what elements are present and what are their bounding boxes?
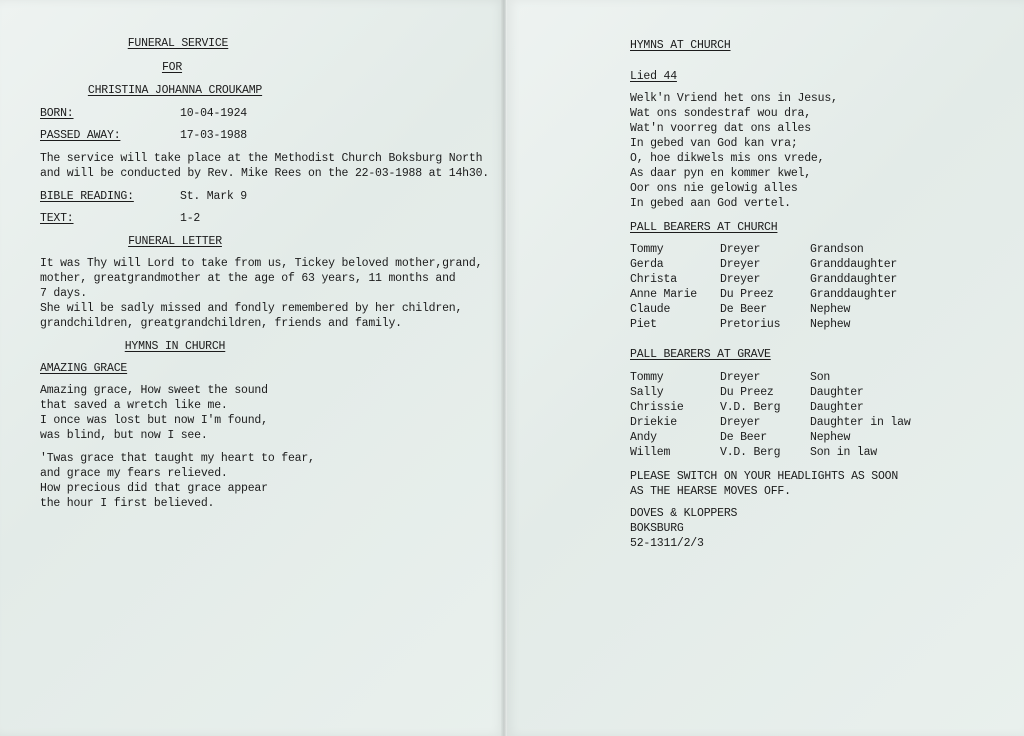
bearer-first-name: Tommy <box>630 371 664 384</box>
bearer-first-name: Sally <box>630 386 664 399</box>
bearer-first-name: Driekie <box>630 416 677 429</box>
bearer-surname: Dreyer <box>720 258 761 271</box>
bearer-surname: V.D. Berg <box>720 401 781 414</box>
bearer-surname: Pretorius <box>720 318 781 331</box>
bearer-relation: Son <box>810 371 831 384</box>
grave-bearers-heading: PALL BEARERS AT GRAVE <box>630 348 771 361</box>
bearer-first-name: Claude <box>630 303 671 316</box>
bearer-first-name: Willem <box>630 446 671 459</box>
hymn-line: Oor ons nie gelowig alles <box>630 182 798 195</box>
hymn-title: Lied 44 <box>630 70 677 83</box>
bearer-relation: Son in law <box>810 446 878 459</box>
deceased-name: CHRISTINA JOHANNA CROUKAMP <box>87 84 263 97</box>
bearer-first-name: Gerda <box>630 258 664 271</box>
bearer-first-name: Tommy <box>630 243 664 256</box>
service-title-for: FOR <box>161 61 183 74</box>
church-bearers-heading: PALL BEARERS AT CHURCH <box>630 221 778 234</box>
service-line: The service will take place at the Methodist Church Boksburg North <box>40 152 483 165</box>
hymn-line: I once was lost but now I'm found, <box>40 414 268 427</box>
bible-reading-label: BIBLE READING: <box>40 190 134 203</box>
service-line: and will be conducted by Rev. Mike Rees on the 22-03-1988 at 14h30. <box>40 167 489 180</box>
bearer-relation: Nephew <box>810 318 851 331</box>
hymns-in-church-heading: HYMNS IN CHURCH <box>124 340 226 353</box>
page-fold <box>501 0 507 736</box>
letter-line: It was Thy will Lord to take from us, Tickey beloved mother,grand, <box>40 257 483 270</box>
passed-away-value: 17-03-1988 <box>180 129 248 142</box>
text-label: TEXT: <box>40 212 74 225</box>
bearer-relation: Daughter in law <box>810 416 911 429</box>
undertaker-line: DOVES & KLOPPERS <box>630 507 738 520</box>
service-title: FUNERAL SERVICE <box>127 37 229 50</box>
hymns-at-church-heading: HYMNS AT CHURCH <box>630 39 731 52</box>
bearer-surname: V.D. Berg <box>720 446 781 459</box>
headlights-notice: PLEASE SWITCH ON YOUR HEADLIGHTS AS SOON <box>630 470 899 483</box>
bearer-relation: Nephew <box>810 431 851 444</box>
bible-reading-value: St. Mark 9 <box>180 190 248 203</box>
hymn-title: AMAZING GRACE <box>40 362 128 375</box>
headlights-notice: AS THE HEARSE MOVES OFF. <box>630 485 791 498</box>
letter-line: mother, greatgrandmother at the age of 63 years, 11 months and <box>40 272 456 285</box>
hymn-line: Wat'n voorreg dat ons alles <box>630 122 811 135</box>
bearer-surname: Du Preez <box>720 288 774 301</box>
funeral-letter-heading: FUNERAL LETTER <box>128 235 222 248</box>
bearer-relation: Daughter <box>810 401 864 414</box>
bearer-surname: Du Preez <box>720 386 774 399</box>
hymn-line: Welk'n Vriend het ons in Jesus, <box>630 92 838 105</box>
bearer-first-name: Anne Marie <box>630 288 698 301</box>
bearer-relation: Granddaughter <box>810 288 898 301</box>
hymn-line: and grace my fears relieved. <box>40 467 228 480</box>
bearer-surname: De Beer <box>720 431 767 444</box>
bearer-surname: Dreyer <box>720 273 761 286</box>
letter-line: grandchildren, greatgrandchildren, friends and family. <box>40 317 402 330</box>
bearer-surname: Dreyer <box>720 416 761 429</box>
hymn-line: Wat ons sondestraf wou dra, <box>630 107 811 120</box>
bearer-surname: Dreyer <box>720 243 761 256</box>
hymn-line: O, hoe dikwels mis ons vrede, <box>630 152 825 165</box>
bearer-relation: Nephew <box>810 303 851 316</box>
letter-line: 7 days. <box>40 287 87 300</box>
letter-line: She will be sadly missed and fondly remembered by her children, <box>40 302 463 315</box>
born-value: 10-04-1924 <box>180 107 248 120</box>
undertaker-line: BOKSBURG <box>630 522 684 535</box>
hymn-line: In gebed aan God vertel. <box>630 197 791 210</box>
passed-away-label: PASSED AWAY: <box>40 129 121 142</box>
hymn-line: As daar pyn en kommer kwel, <box>630 167 811 180</box>
hymn-line: the hour I first believed. <box>40 497 215 510</box>
bearer-relation: Daughter <box>810 386 864 399</box>
hymn-line: 'Twas grace that taught my heart to fear, <box>40 452 315 465</box>
born-label: BORN: <box>40 107 74 120</box>
text-value: 1-2 <box>180 212 201 225</box>
undertaker-line: 52-1311/2/3 <box>630 537 704 550</box>
bearer-first-name: Andy <box>630 431 657 444</box>
bearer-relation: Grandson <box>810 243 864 256</box>
hymn-line: In gebed van God kan vra; <box>630 137 798 150</box>
bearer-relation: Granddaughter <box>810 273 898 286</box>
bearer-first-name: Christa <box>630 273 677 286</box>
bearer-relation: Granddaughter <box>810 258 898 271</box>
bearer-first-name: Piet <box>630 318 657 331</box>
bearer-surname: Dreyer <box>720 371 761 384</box>
hymn-line: that saved a wretch like me. <box>40 399 228 412</box>
bearer-surname: De Beer <box>720 303 767 316</box>
hymn-line: Amazing grace, How sweet the sound <box>40 384 268 397</box>
hymn-line: was blind, but now I see. <box>40 429 208 442</box>
hymn-line: How precious did that grace appear <box>40 482 268 495</box>
bearer-first-name: Chrissie <box>630 401 684 414</box>
